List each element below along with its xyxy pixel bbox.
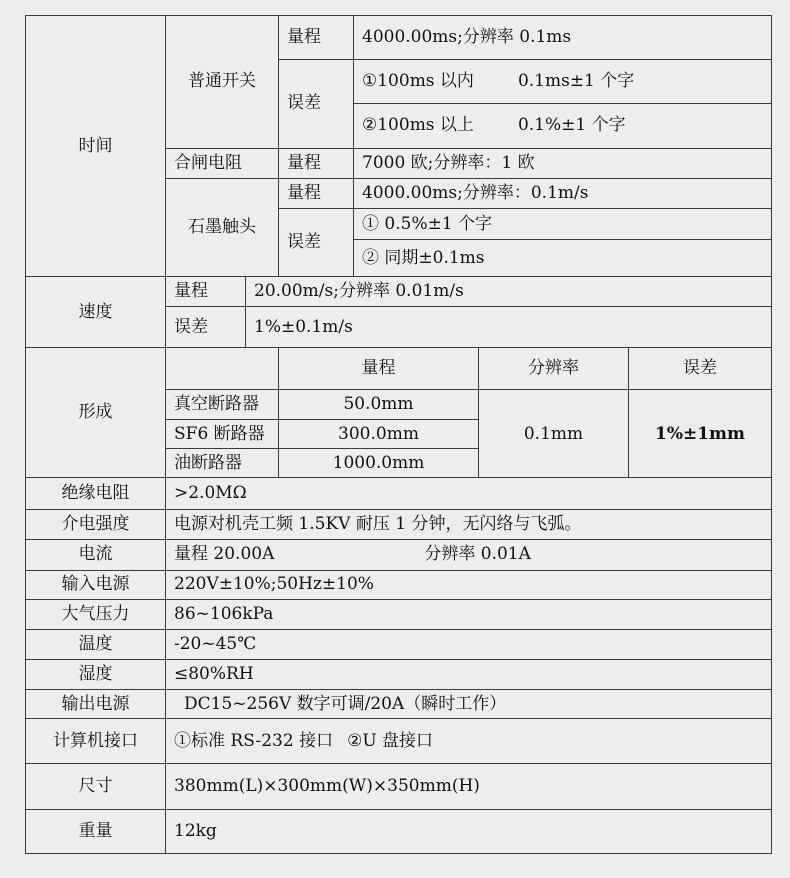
travel-row-name: SF6 断路器	[166, 419, 279, 448]
travel-row-range: 1000.0mm	[279, 449, 479, 478]
current-label: 电流	[26, 540, 166, 570]
interface-label: 计算机接口	[26, 719, 166, 764]
row-size	[26, 763, 772, 810]
normal-switch-error-1	[354, 59, 772, 104]
speed-label: 速度	[26, 277, 166, 348]
row-time-normal-range	[26, 16, 772, 60]
speed-range-value: 20.00m/s;分辨率 0.01m/s	[246, 277, 772, 307]
speed-error-label: 误差	[166, 307, 246, 347]
normal-switch-label: 普通开关	[166, 16, 279, 149]
temperature-label: 温度	[26, 630, 166, 659]
closing-resistor-label: 合闸电阻	[166, 148, 279, 178]
normal-switch-error-2	[354, 104, 772, 149]
row-temperature	[26, 630, 772, 659]
normal-switch-range-value: 4000.00ms;分辨率 0.1ms	[354, 16, 772, 60]
error-2-value: 0.1%±1 个字	[517, 115, 626, 136]
row-humidity	[26, 659, 772, 689]
error-1-condition: ①100ms 以内	[362, 70, 474, 91]
error-1-value: 0.1ms±1 个字	[517, 70, 635, 91]
graphite-contact-label: 石墨触头	[166, 178, 279, 276]
weight-label: 重量	[26, 810, 166, 854]
dielectric-label: 介电强度	[26, 509, 166, 539]
travel-header-blank	[166, 347, 279, 390]
size-value: 380mm(L)×300mm(W)×350mm(H)	[166, 763, 772, 810]
speed-range-label: 量程	[166, 277, 246, 307]
pressure-label: 大气压力	[26, 599, 166, 629]
graphite-range-label: 量程	[279, 178, 354, 208]
current-resolution: 分辨率 0.01A	[424, 544, 531, 565]
current-value	[166, 540, 772, 570]
time-label: 时间	[26, 16, 166, 277]
graphite-range-value: 4000.00ms;分辨率：0.1m/s	[354, 178, 772, 208]
size-label: 尺寸	[26, 763, 166, 810]
pressure-value: 86~106kPa	[166, 599, 772, 629]
dielectric-value: 电源对机壳工频 1.5KV 耐压 1 分钟，无闪络与飞弧。	[166, 509, 772, 539]
travel-header-resolution: 分辨率	[479, 347, 629, 390]
closing-resistor-range-value: 7000 欧;分辨率：1 欧	[354, 148, 772, 178]
row-current	[26, 540, 772, 570]
travel-error: 1%±1mm	[629, 390, 772, 478]
input-power-label: 输入电源	[26, 570, 166, 599]
speed-error-value: 1%±0.1m/s	[246, 307, 772, 347]
row-insulation	[26, 478, 772, 509]
travel-row-name: 真空断路器	[166, 390, 279, 419]
travel-row-name: 油断路器	[166, 449, 279, 478]
row-dielectric	[26, 509, 772, 539]
row-travel-header	[26, 347, 772, 390]
spec-table	[25, 15, 772, 854]
temperature-value: -20~45℃	[166, 630, 772, 659]
graphite-error-1: ① 0.5%±1 个字	[354, 209, 772, 239]
humidity-value: ≤80%RH	[166, 659, 772, 689]
output-power-value: DC15~256V 数字可调/20A（瞬时工作）	[166, 689, 772, 718]
row-input-power	[26, 570, 772, 599]
insulation-value: >2.0MΩ	[166, 478, 772, 509]
travel-resolution: 0.1mm	[479, 390, 629, 478]
row-speed-range	[26, 277, 772, 307]
humidity-label: 湿度	[26, 659, 166, 689]
row-interface	[26, 719, 772, 764]
travel-row-range: 50.0mm	[279, 390, 479, 419]
travel-header-range: 量程	[279, 347, 479, 390]
current-range: 量程 20.00A	[174, 544, 275, 565]
error-2-condition: ②100ms 以上	[362, 115, 474, 136]
row-pressure	[26, 599, 772, 629]
input-power-value: 220V±10%;50Hz±10%	[166, 570, 772, 599]
row-output-power	[26, 689, 772, 718]
travel-row-range: 300.0mm	[279, 419, 479, 448]
output-power-label: 输出电源	[26, 689, 166, 718]
interface-value	[166, 719, 772, 764]
travel-header-error: 误差	[629, 347, 772, 390]
row-weight	[26, 810, 772, 854]
closing-resistor-range-label: 量程	[279, 148, 354, 178]
travel-label: 形成	[26, 347, 166, 478]
weight-value: 12kg	[166, 810, 772, 854]
normal-switch-range-label: 量程	[279, 16, 354, 60]
interface-item-1: ①标准 RS-232 接口	[174, 730, 334, 751]
normal-switch-error-label: 误差	[279, 59, 354, 148]
graphite-error-2: ② 同期±0.1ms	[354, 239, 772, 276]
interface-item-2: ②U 盘接口	[347, 730, 434, 751]
graphite-error-label: 误差	[279, 209, 354, 277]
insulation-label: 绝缘电阻	[26, 478, 166, 509]
